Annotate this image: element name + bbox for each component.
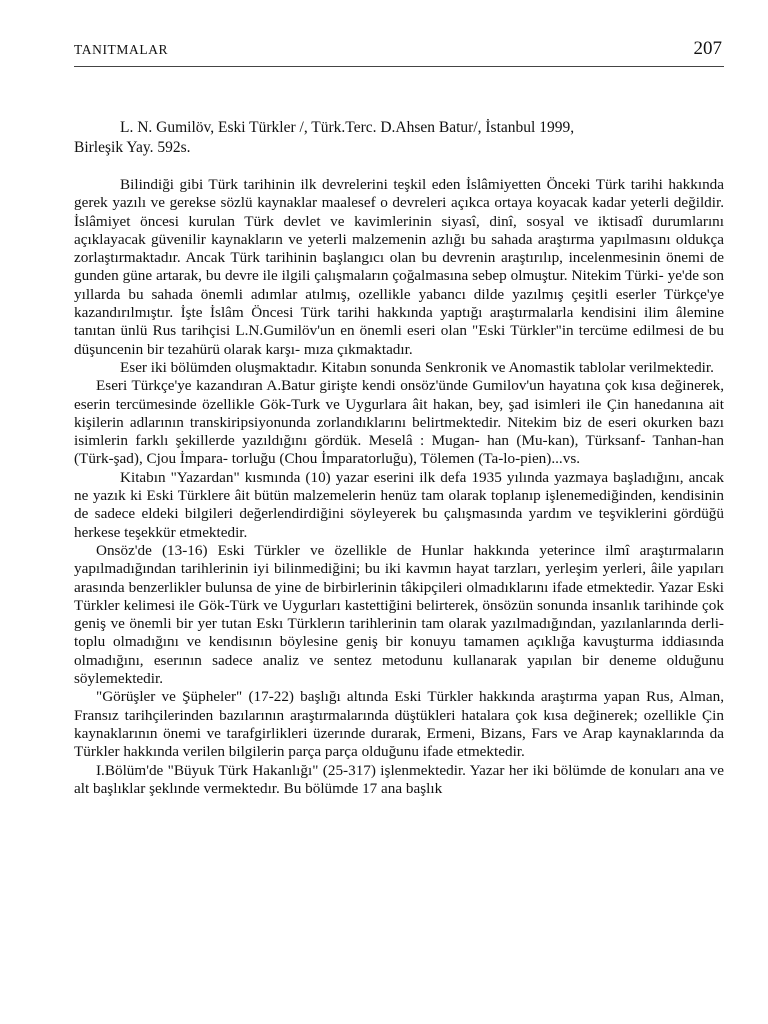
paragraph: Onsöz'de (13-16) Eski Türkler ve özellikle de Hunlar hakkında yeterince ilmî araştırmaların yapılmadığından tarihlerinin iyi bilinmediğini; bu iki kavmın hayat tarzları, yerleşim yerleri, âile yapıları arasında benzerlikler bulunsa de yine de birbirlerinin tâkipçileri olmadıklarını ifade etmektedir. Yazar Eski Türkler kelimesi ile Gök-Türk ve Uygurları kastettiğini belirterek, önsözün sonunda insanlık tarihinde çok geniş ve önemli bir yer tutan Eskı Türklerın tarihlerinin tam olarak yazılmadığından, yazılanlarında derli- toplu olmadığını ve kendisının böylesine geniş bir konuyu tamamen açıklığa kavuşturma iddiasında olmadığını, eserının sadece analiz ve sentez metodunu kullanarak yapılan bir deneme olduğunu söylemektedir. xyxy=(74,541,724,688)
paragraph: Kitabın "Yazardan" kısmında (10) yazar eserini ilk defa 1935 yılında yazmaya başladığını, ancak ne yazık ki Eski Türklere âit bütün malzemelerin henüz tam olarak toplanıp işlenemediğinden, kendisinin de sadece eldeki bilgileri değerlendirdiğini söyleyerek bu çalışmasında yardım ve teşviklerini gördüğü herkese teşekkür etmektedir. xyxy=(74,468,724,541)
citation-line-1: L. N. Gumilöv, Eski Türkler /, Türk.Terc. D.Ahsen Batur/, İstanbul 1999, xyxy=(120,119,575,136)
paragraph: Eser iki bölümden oluşmaktadır. Kitabın sonunda Senkronik ve Anomastik tablolar verilmektedir. xyxy=(120,358,714,376)
section-title: TANITMALAR xyxy=(74,42,169,57)
header-divider xyxy=(74,66,724,67)
review-body xyxy=(74,176,724,798)
paragraph: Eseri Türkçe'ye kazandıran A.Batur girişte kendi onsöz'ünde Gumilov'un hayatına çok kısa değinerek, eserin tercümesinde özellikle Gök-Turk ve Uygurlara âit hakan, bey, şad isimleri ile Çin hanedanına ait kişilerin adlarının transkiripsiyonunda zorlandıklarını belirtmektedir. Nitekim biz de eseri okurken bazı isimlerin farklı şekillerde yazıldığını gördük. Meselâ : Mugan- han (Mu-kan), Türksanf- Tanhan-han (Türk-şad), Cjou İmpara- torluğu (Chou İmparatorluğu), Tölemen (Ta-lo-pien)...vs. xyxy=(74,377,724,468)
paragraph: Bilindiği gibi Türk tarihinin ilk devrelerini teşkil eden İslâmiyetten Önceki Türk tarihi hakkında gerek yazılı ve gerekse sözlü kaynaklar maalesef o devreleri açıkca ortaya koyacak kadar yeterli değildir. İslâmiyet öncesi kurulan Türk devlet ve kavimlerinin siyasî, dinî, sosyal ve iktisadî durumlarını açıklayacak güvenilir kaynakların ve yeterli malzemenin azlığı bu sahada araştırma yapılmasını oldukça zorlaştırmaktadır. Ancak Türk tarihinin başlangıcı olan bu devrenin araştırılıp, incelenmesinin önemi de gunden güne artarak, bu devre ile ilgili çalışmaların çoğalmasına sebep olmuştur. Nitekim Türki- ye'de son yıllarda bu sahada önemli adımlar atılmış, ozellikle yabancı dilde yazılmış çeşitli eserler Türkçe'ye kazandırılmıştır. İşte İslâm Öncesi Türk tarihi hakkında yaptığı araştırmalarla kendisini ilim âlemine tanıtan ünlü Rus tarihçisi L.N.Gumilöv'un en önemli eseri olan "Eski Türkler"in tercüme edilmesi de bu düşuncenin bir tezahürü olarak karşı- mıza çıkmaktadır. xyxy=(74,176,724,358)
page-number: 207 xyxy=(693,38,722,59)
paragraph: "Görüşler ve Şüpheler" (17-22) başlığı altında Eski Türkler hakkında araştırma yapan Rus, Alman, Fransız tarihçilerinden bazılarının araştırmalarında düştükleri hatalara çok kısa değinerek; ozellikle Çin kaynaklarının önemi ve tarafgirlikleri üzerınde durarak, Ermeni, Bizans, Fars ve Arap kaynaklarında da Türkler hakkında verilen bilgilerin parça parça olduğunu ifade etmektedir. xyxy=(74,688,724,761)
citation-line-2: Birleşik Yay. 592s. xyxy=(74,138,191,156)
paragraph: I.Bölüm'de "Büyuk Türk Hakanlığı" (25-317) işlenmektedir. Yazar her iki bölümde de konuları ana ve alt başlıklar şeklınde vermektedır. Bu bölümde 17 ana başlık xyxy=(74,761,724,797)
book-citation xyxy=(74,118,724,157)
running-header xyxy=(74,38,722,66)
